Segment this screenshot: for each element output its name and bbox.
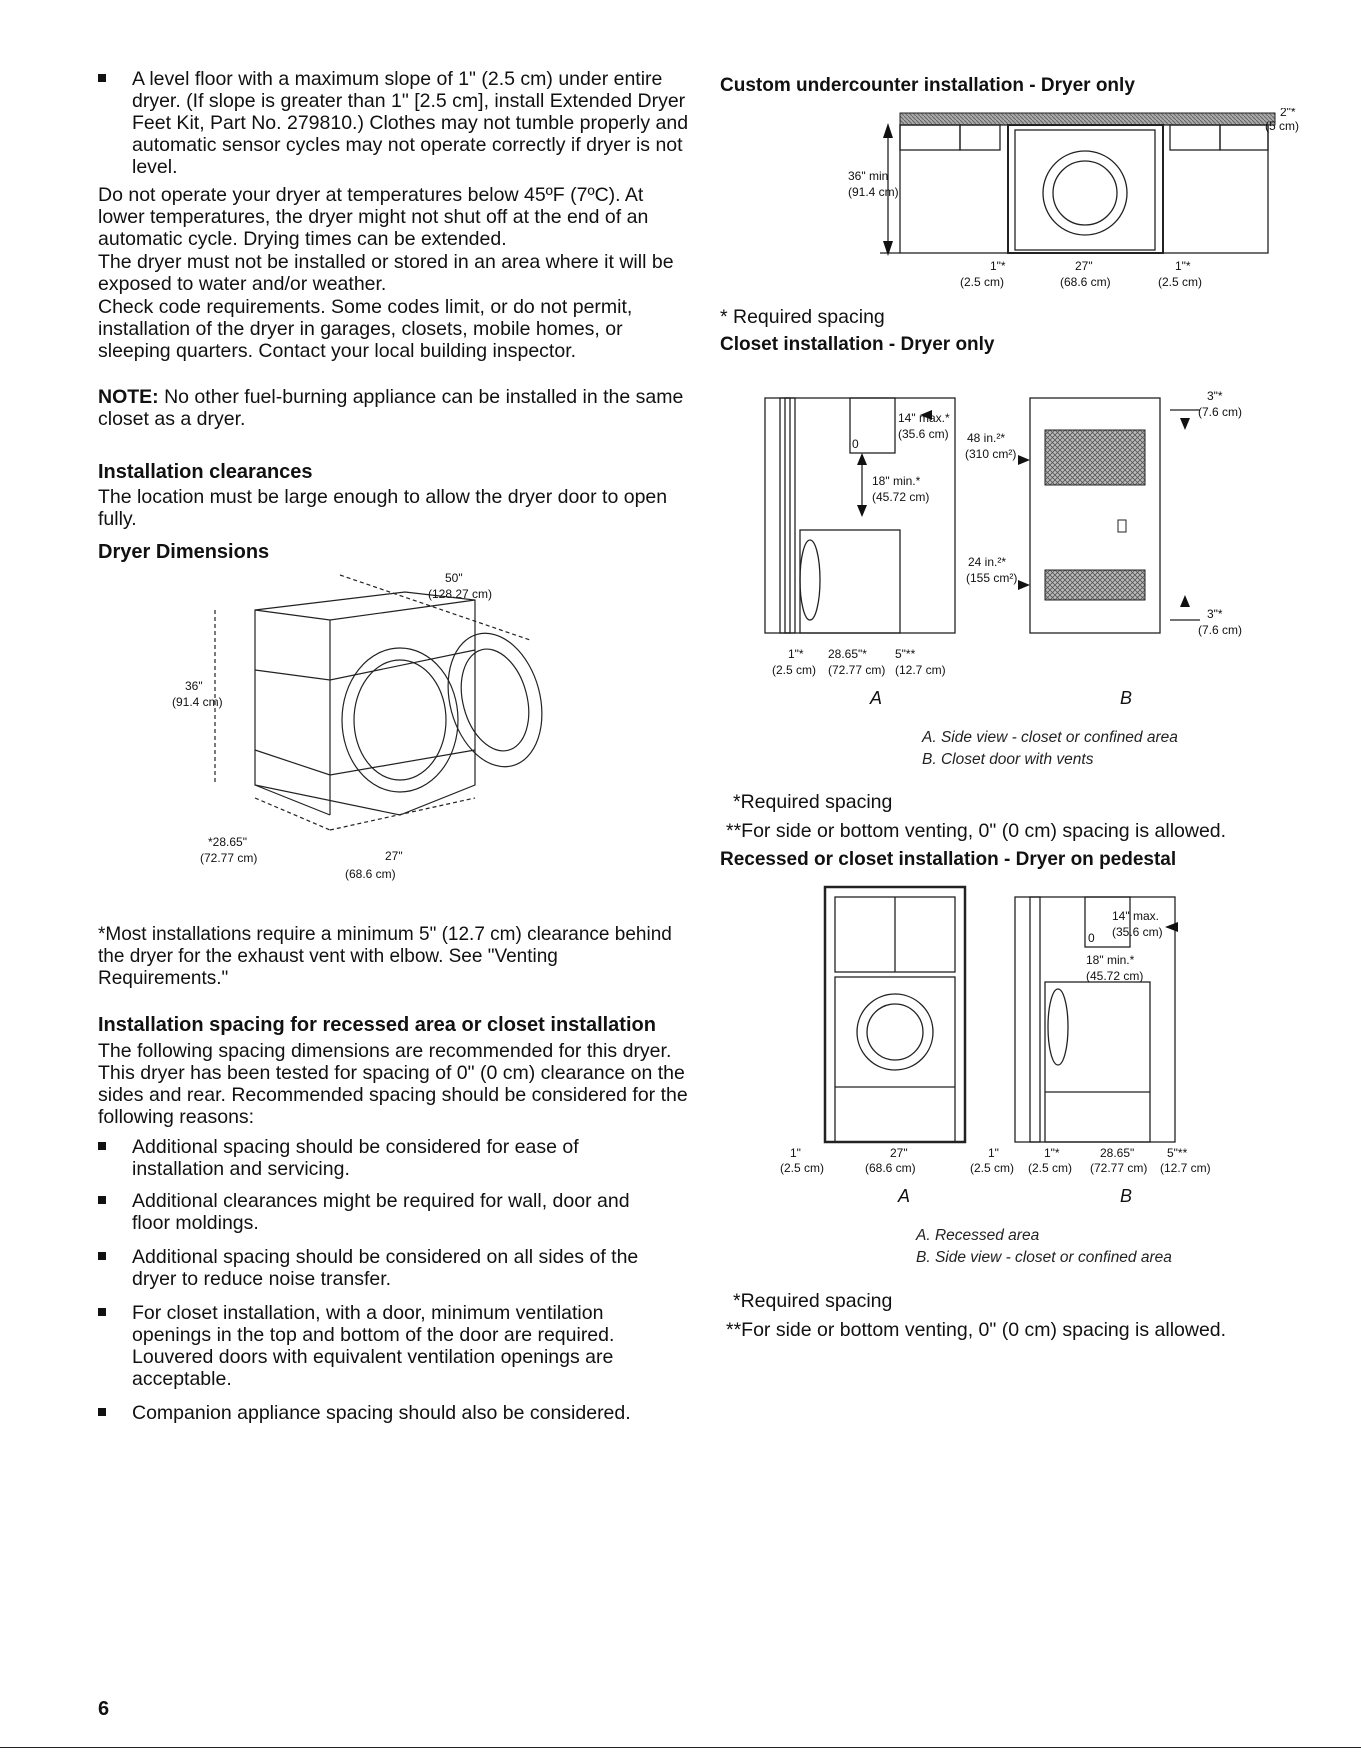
bullet-square-icon	[98, 1408, 106, 1416]
required-spacing-2: *Required spacing	[733, 791, 893, 813]
pd-b2865-cm: (72.77 cm)	[1090, 1161, 1148, 1175]
pd-b2865: 28.65"	[1100, 1146, 1135, 1160]
bullet-text: Additional spacing should be considered on all sides of the dryer to reduce noise transfer.	[132, 1246, 639, 1290]
bullet-text: For closet installation, with a door, minimum ventilation openings in the top and bottom of the door are required. Louvered doors with equivalent ventilation openings are acceptable.	[132, 1302, 615, 1390]
dryer-door	[1043, 151, 1127, 235]
pd-18-cm: (45.72 cm)	[1086, 969, 1144, 983]
dryer-cabinet-outline	[255, 592, 475, 815]
cl-b5: 5"**	[895, 647, 916, 661]
note-label: NOTE:	[98, 386, 159, 408]
pd-1-cm: (2.5 cm)	[780, 1161, 825, 1175]
pd-1r-cm: (2.5 cm)	[970, 1161, 1015, 1175]
para-spacing: The following spacing dimensions are recommended for this dryer. This dryer has been tested for spacing of 0" (0 cm) clearance on the sides and rear. Recommended spacing should be considered for the following reasons:	[98, 1040, 688, 1128]
cl-b1-cm: (2.5 cm)	[772, 663, 817, 677]
top-vent	[1045, 430, 1145, 485]
closet-label-b: B	[1120, 688, 1133, 708]
cl-b5-cm: (12.7 cm)	[895, 663, 946, 677]
bottom-vent	[1045, 570, 1145, 600]
cl-18-cm: (45.72 cm)	[872, 490, 930, 504]
closet-label-a: A	[870, 688, 883, 708]
bullet-square-icon	[98, 1196, 106, 1204]
heading-installation-spacing: Installation spacing for recessed area or closet installation	[98, 1014, 656, 1036]
uc-27: 27"	[1075, 259, 1093, 273]
heading-installation-clearances: Installation clearances	[98, 461, 313, 483]
cl-b2865-cm: (72.77 cm)	[828, 663, 886, 677]
cl-b3-cm: (7.6 cm)	[1198, 623, 1243, 637]
cl-t3: 3"*	[1207, 389, 1223, 403]
uc-36: 36" min	[848, 169, 889, 183]
uc-2-cm: (5 cm)	[1265, 119, 1299, 133]
cl-b2865: 28.65"*	[828, 647, 867, 661]
cl-24-cm: (155 cm²)	[966, 571, 1018, 585]
bullet-text: Companion appliance spacing should also be considered.	[132, 1402, 631, 1424]
dim-27-cm: (68.6 cm)	[345, 867, 396, 881]
cl-b1: 1"*	[788, 647, 804, 661]
pd-1: 1"	[790, 1146, 801, 1160]
uc-1-cm: (2.5 cm)	[960, 275, 1005, 289]
dryer-front	[1008, 125, 1163, 253]
pd-b5: 5"**	[1167, 1146, 1188, 1160]
uc-36-cm: (91.4 cm)	[848, 185, 899, 199]
dryer-dimensions-figure	[160, 570, 640, 920]
bullet-square-icon	[98, 1308, 106, 1316]
uc-1b-cm: (2.5 cm)	[1158, 275, 1203, 289]
page-number: 6	[98, 1698, 110, 1720]
pd-18: 18" min.*	[1086, 953, 1135, 967]
dim-27: 27"	[385, 849, 403, 863]
uc-27-cm: (68.6 cm)	[1060, 275, 1111, 289]
pedestal-caption-b: B. Side view - closet or confined area	[916, 1249, 1172, 1266]
dim-50-cm: (128.27 cm)	[428, 587, 493, 601]
dim-28-65: *28.65"	[208, 835, 247, 849]
cl-48: 48 in.²*	[967, 431, 1006, 445]
cl-14: 14" max.*	[898, 411, 950, 425]
pd-zero: 0	[1088, 931, 1095, 945]
bullet-square-icon	[98, 1252, 106, 1260]
dryer-door	[857, 994, 933, 1070]
para-code: Check code requirements. Some codes limit, or do not permit, installation of the dryer in garages, closets, mobile homes, or sleeping quarters. Contact your local building inspector.	[98, 296, 633, 362]
pedestal-label-b: B	[1120, 1186, 1133, 1206]
closet-figure	[760, 370, 1280, 680]
dim-36-cm: (91.4 cm)	[172, 695, 223, 709]
closet-caption-b: B. Closet door with vents	[922, 751, 1094, 768]
cl-b3: 3"*	[1207, 607, 1223, 621]
pedestal-caption-a: A. Recessed area	[916, 1227, 1040, 1244]
cl-18: 18" min.*	[872, 474, 921, 488]
dim-50: 50"	[445, 571, 463, 585]
cl-48-cm: (310 cm²)	[965, 447, 1017, 461]
cl-t3-cm: (7.6 cm)	[1198, 405, 1243, 419]
dim-36: 36"	[185, 679, 203, 693]
required-spacing-1: * Required spacing	[720, 306, 885, 328]
dim-28-65-cm: (72.77 cm)	[200, 851, 258, 865]
cl-24: 24 in.²*	[968, 555, 1007, 569]
heading-closet: Closet installation - Dryer only	[720, 334, 995, 355]
note-text: No other fuel-burning appliance can be installed in the same closet as a dryer.	[98, 386, 684, 430]
pd-b5-cm: (12.7 cm)	[1160, 1161, 1211, 1175]
depth-dimension-line	[340, 575, 530, 640]
uc-1: 1"*	[990, 259, 1006, 273]
pd-b1-cm: (2.5 cm)	[1028, 1161, 1073, 1175]
required-spacing-3: *Required spacing	[733, 1290, 893, 1312]
pd-27-cm: (68.6 cm)	[865, 1161, 916, 1175]
cl-zero: 0	[852, 437, 859, 451]
bullet-square-icon	[98, 1142, 106, 1150]
side-venting-note-3: **For side or bottom venting, 0" (0 cm) spacing is allowed.	[726, 1319, 1227, 1341]
pd-14: 14" max.	[1112, 909, 1159, 923]
para-clearances: The location must be large enough to allow the dryer door to open fully.	[98, 486, 668, 530]
bullet-text: A level floor with a maximum slope of 1" (2.5 cm) under entire dryer. (If slope is greater than 1" [2.5 cm], install Extended Dryer Feet Kit, Part No. 279810.) Clothes may not tumble properly and automatic sensor cycles may not operate correctly if dryer is not level.	[132, 68, 689, 178]
uc-1b: 1"*	[1175, 259, 1191, 273]
pd-14-cm: (35.6 cm)	[1112, 925, 1163, 939]
pd-27: 27"	[890, 1146, 908, 1160]
cl-14-cm: (35.6 cm)	[898, 427, 949, 441]
pedestal-figure	[780, 882, 1280, 1192]
para-temperature: Do not operate your dryer at temperatures below 45ºF (7ºC). At lower temperatures, the dryer might not shut off at the end of an automatic cycle. Drying times can be extended.	[98, 184, 649, 250]
para-note	[98, 386, 688, 430]
pedestal-label-a: A	[898, 1186, 911, 1206]
footnote-minimum-clearance: *Most installations require a minimum 5" (12.7 cm) clearance behind the dryer for the exhaust vent with elbow. See "Venting Requirements."	[98, 924, 672, 989]
bullet-text: Additional clearances might be required for wall, door and floor moldings.	[132, 1190, 630, 1234]
countertop	[900, 113, 1275, 125]
door-handle-icon	[1118, 520, 1126, 532]
undercounter-figure	[840, 108, 1300, 298]
closet-caption-a: A. Side view - closet or confined area	[922, 729, 1178, 746]
side-venting-note-2: **For side or bottom venting, 0" (0 cm) spacing is allowed.	[726, 820, 1227, 842]
heading-dryer-dimensions: Dryer Dimensions	[98, 541, 270, 563]
pd-b1: 1"*	[1044, 1146, 1060, 1160]
pedestal-dryer-side	[1045, 982, 1150, 1142]
uc-2: 2"*	[1280, 108, 1296, 119]
heading-pedestal: Recessed or closet installation - Dryer on pedestal	[720, 849, 1177, 870]
bottom-rule	[0, 1747, 1361, 1748]
bullet-square-icon	[98, 74, 106, 82]
pd-1r: 1"	[988, 1146, 999, 1160]
heading-undercounter: Custom undercounter installation - Dryer only	[720, 75, 1135, 96]
para-water: The dryer must not be installed or stored in an area where it will be exposed to water and/or weather.	[98, 251, 674, 295]
bullet-text: Additional spacing should be considered for ease of installation and servicing.	[132, 1136, 579, 1180]
